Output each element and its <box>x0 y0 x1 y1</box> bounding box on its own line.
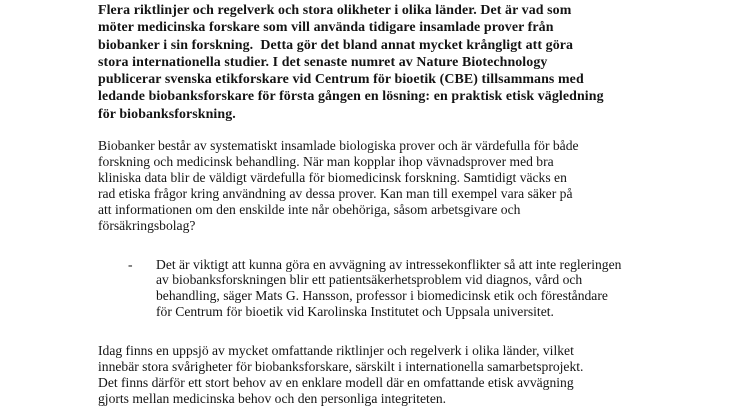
text-line: Det finns därför ett stort behov av en enklare modell där en omfattande etisk avvägning <box>98 374 574 390</box>
quote-paragraph <box>98 257 738 321</box>
text-line: stora internationella studier. I det senaste numret av Nature Biotechnology <box>98 54 548 70</box>
text-line: publicerar svenska etikforskare vid Centrum för bioetik (CBE) tillsammans med <box>98 72 584 88</box>
text-line: kliniska data blir de väldigt värdefulla för biomedicinsk forskning. Samtidigt väcks en <box>98 169 567 185</box>
quote-text <box>156 257 621 321</box>
quote-dash-marker: - <box>128 256 133 272</box>
text-line: försäkringsbolag? <box>98 217 196 233</box>
text-line: Idag finns en uppsjö av mycket omfattande riktlinjer och regelverk i olika länder, vilket <box>98 343 574 359</box>
text-line: för biobanksforskning. <box>98 106 236 122</box>
text-line: forskning och medicinsk behandling. När man kopplar ihop vävnadsprover med bra <box>98 153 554 169</box>
document-body <box>98 2 738 407</box>
lead-paragraph <box>98 2 738 123</box>
text-line: innebär stora svårigheter för biobanksforskare, särskilt i internationella samarbetsprojekt. <box>98 359 584 375</box>
body-paragraph-2 <box>98 343 738 407</box>
text-line: rad etiska frågor kring användning av dessa prover. Kan man till exempel vara säker på <box>98 185 573 201</box>
text-line: Biobanker består av systematiskt insamlade biologiska prover och är värdefulla för både <box>98 138 579 154</box>
text-line: behandling, säger Mats G. Hansson, professor i biomedicinsk etik och föreståndare <box>156 288 608 304</box>
text-line: att informationen om den enskilde inte når obehöriga, såsom arbetsgivare och <box>98 201 521 217</box>
text-line: Flera riktlinjer och regelverk och stora olikheter i olika länder. Det är vad som <box>98 3 572 18</box>
text-line: Det är viktigt att kunna göra en avvägning av intressekonflikter så att inte regleringen <box>156 256 622 272</box>
text-line: för Centrum för bioetik vid Karolinska Institutet och Uppsala universitet. <box>156 304 554 320</box>
text-line: ledande biobanksforskare för första gången en lösning: en praktisk etisk vägledning <box>98 89 604 105</box>
text-line: gjorts mellan medicinska behov och den personliga integriteten. <box>98 390 447 406</box>
text-line: möter medicinska forskare som vill använda tidigare insamlade prover från <box>98 20 554 36</box>
text-line: av biobanksforskningen blir ett patientsäkerhetsproblem vid diagnos, vård och <box>156 272 583 288</box>
body-paragraph-1 <box>98 138 738 233</box>
text-line: biobanker i sin forskning. Detta gör det bland annat mycket krångligt att göra <box>98 37 574 53</box>
